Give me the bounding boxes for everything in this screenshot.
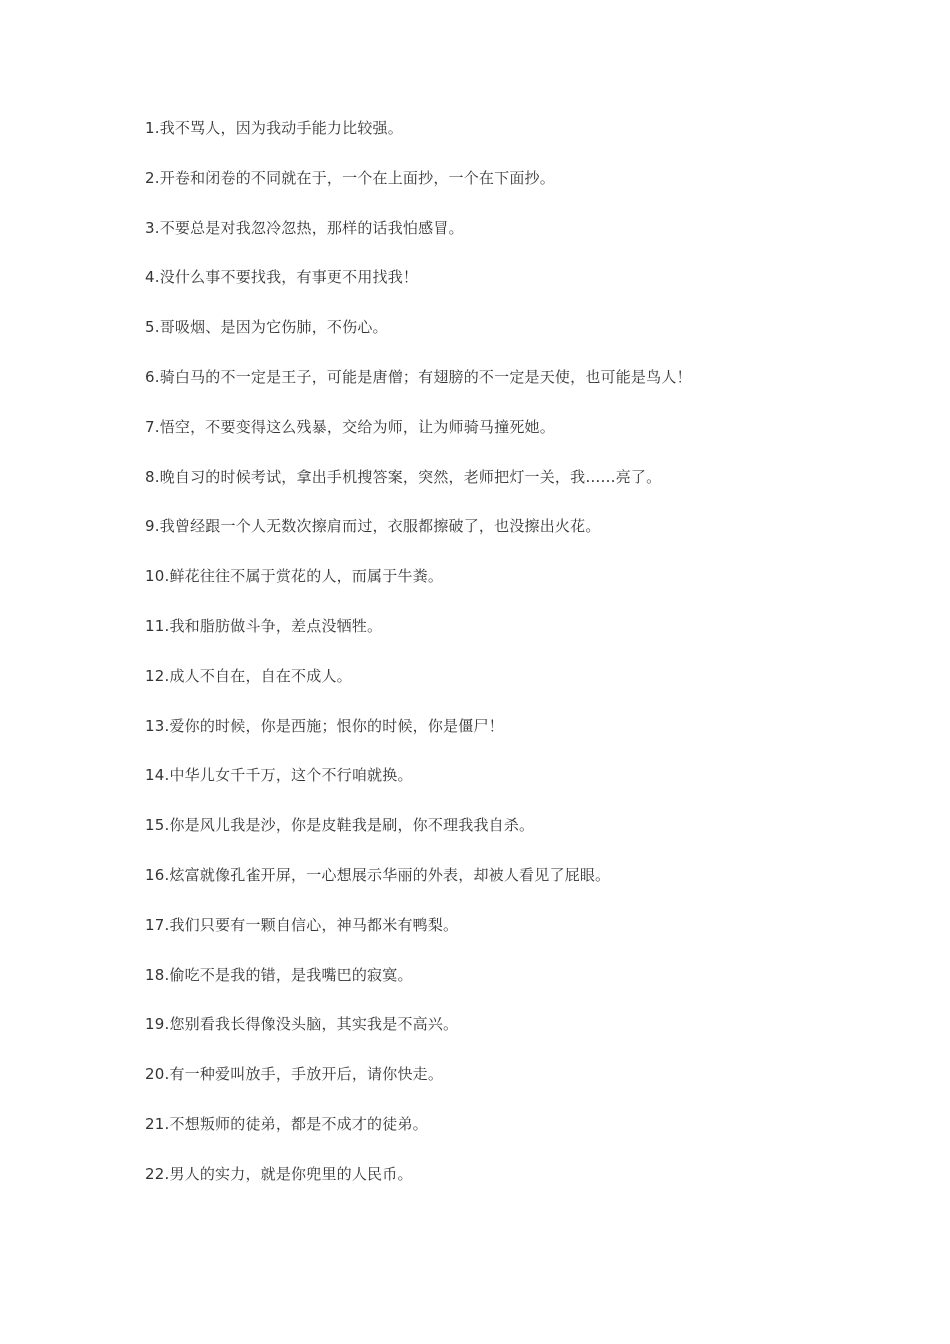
list-item: 18.偷吃不是我的错，是我嘴巴的寂寞。 bbox=[145, 965, 413, 984]
list-item: 9.我曾经跟一个人无数次擦肩而过，衣服都擦破了，也没擦出火花。 bbox=[145, 517, 601, 536]
list-item: 10.鲜花往往不属于赏花的人，而属于牛粪。 bbox=[145, 567, 444, 586]
list-item: 15.你是风儿我是沙，你是皮鞋我是刷，你不理我我自杀。 bbox=[145, 816, 535, 835]
list-item: 19.您别看我长得像没头脑，其实我是不高兴。 bbox=[145, 1015, 459, 1034]
list-item: 6.骑白马的不一定是王子，可能是唐僧；有翅膀的不一定是天使，也可能是鸟人！ bbox=[145, 367, 692, 386]
list-item: 4.没什么事不要找我，有事更不用找我！ bbox=[145, 268, 419, 287]
list-item: 22.男人的实力，就是你兜里的人民币。 bbox=[145, 1164, 413, 1183]
list-item: 20.有一种爱叫放手，手放开后，请你快走。 bbox=[145, 1065, 444, 1084]
list-item: 5.哥吸烟、是因为它伤肺，不伤心。 bbox=[145, 318, 388, 337]
list-item: 8.晚自习的时候考试，拿出手机搜答案，突然，老师把灯一关，我……亮了。 bbox=[145, 467, 662, 486]
list-item: 12.成人不自在，自在不成人。 bbox=[145, 666, 352, 685]
list-item: 21.不想叛师的徒弟，都是不成才的徒弟。 bbox=[145, 1114, 428, 1133]
list-item: 7.悟空，不要变得这么残暴，交给为师，让为师骑马撞死她。 bbox=[145, 417, 555, 436]
joke-list bbox=[145, 116, 905, 1212]
list-item: 1.我不骂人，因为我动手能力比较强。 bbox=[145, 119, 403, 137]
list-item: 2.开卷和闭卷的不同就在于，一个在上面抄，一个在下面抄。 bbox=[145, 168, 555, 187]
list-item: 14.中华儿女千千万，这个不行咱就换。 bbox=[145, 766, 413, 785]
list-item: 16.炫富就像孔雀开屏，一心想展示华丽的外表，却被人看见了屁眼。 bbox=[145, 865, 611, 884]
list-item: 11.我和脂肪做斗争，差点没牺牲。 bbox=[145, 616, 383, 635]
list-item: 13.爱你的时候，你是西施；恨你的时候，你是僵尸！ bbox=[145, 716, 504, 735]
list-item: 17.我们只要有一颗自信心，神马都米有鸭梨。 bbox=[145, 915, 459, 934]
list-item: 3.不要总是对我忽冷忽热，那样的话我怕感冒。 bbox=[145, 218, 464, 237]
